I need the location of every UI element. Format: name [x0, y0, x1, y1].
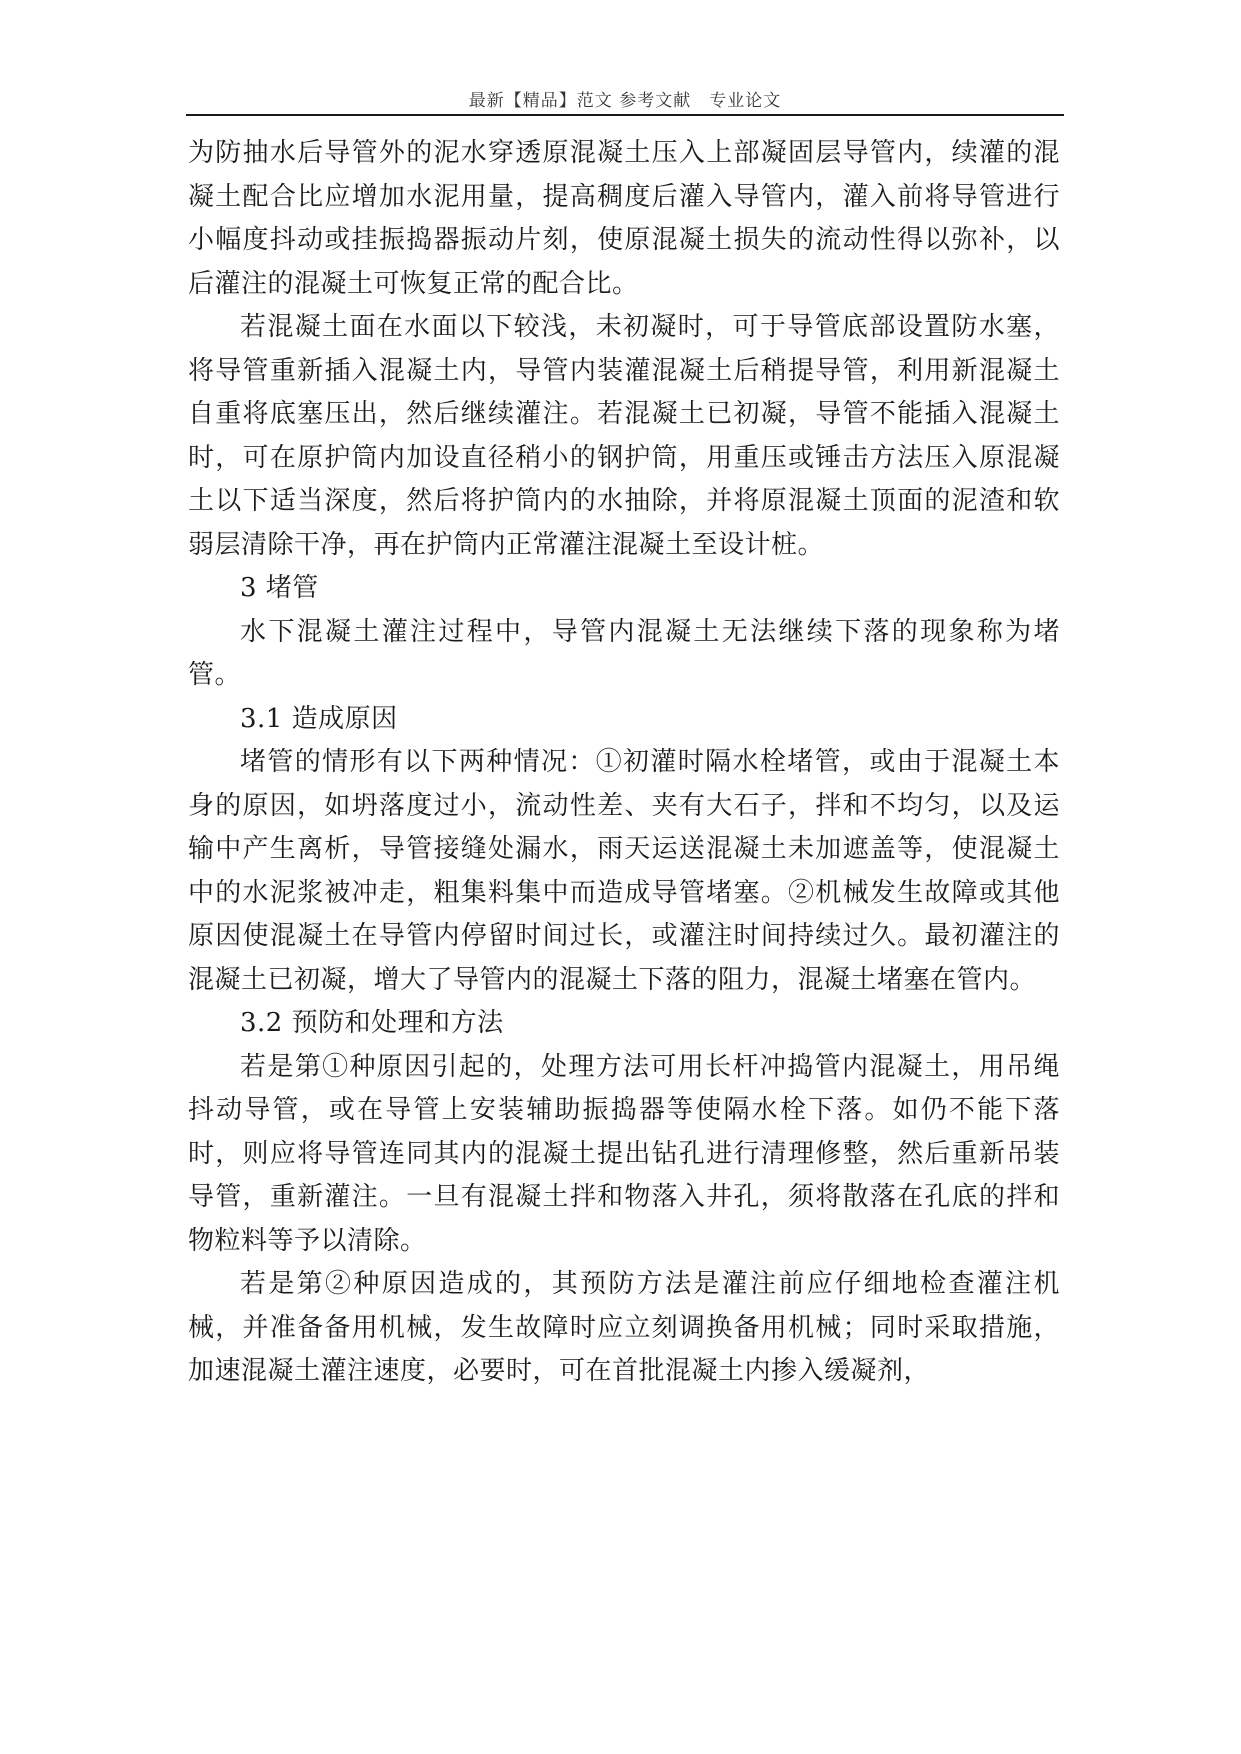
paragraph-definition: 水下混凝土灌注过程中，导管内混凝土无法继续下落的现象称为堵管。: [188, 616, 1060, 690]
page-header: 最新【精品】范文 参考文献 专业论文: [468, 91, 782, 111]
paragraph-remedy-shallow: 若混凝土面在水面以下较浅，未初凝时，可于导管底部设置防水塞，将导管重新插入混凝土内，导管内装灌混凝土后稍提导管，利用新混凝土自重将底塞压出，然后继续灌注。若混凝土已初凝，导管不能插入混凝土时，可在原护筒内加设直径稍小的钢护筒，用重压或锤击方法压入原混凝土以下适当深度，然后将护筒内的水抽除，并将原混凝土顶面的泥渣和软弱层清除干净，再在护筒内正常灌注混凝土至设计桩。: [188, 312, 1060, 560]
header-rule: [186, 114, 1064, 116]
paragraph-continuation: 为防抽水后导管外的泥水穿透原混凝土压入上部凝固层导管内，续灌的混凝土配合比应增加水泥用量，提高稠度后灌入导管内，灌入前将导管进行小幅度抖动或挂振捣器振动片刻，使原混凝土损失的流动性得以弥补，以后灌注的混凝土可恢复正常的配合比。: [188, 138, 1060, 299]
section-heading-3: 3 堵管: [240, 573, 319, 603]
section-heading-3-1: 3.1 造成原因: [240, 703, 398, 734]
section-heading-3-2: 3.2 预防和处理和方法: [240, 1008, 504, 1038]
paragraph-causes: 堵管的情形有以下两种情况：①初灌时隔水栓堵管，或由于混凝土本身的原因，如坍落度过小，流动性差、夹有大石子，拌和不均匀，以及运输中产生离析，导管接缝处漏水，雨天运送混凝土未加遮盖等，使混凝土中的水泥浆被冲走，粗集料集中而造成导管堵塞。②机械发生故障或其他原因使混凝土在导管内停留时间过长，或灌注时间持续过久。最初灌注的混凝土已初凝，增大了导管内的混凝土下落的阻力，混凝土堵塞在管内。: [188, 747, 1060, 995]
paragraph-treatment-2: 若是第②种原因造成的，其预防方法是灌注前应仔细地检查灌注机械，并准备备用机械，发生故障时应立刻调换备用机械；同时采取措施，加速混凝土灌注速度，必要时，可在首批混凝土内掺入缓凝剂，: [188, 1269, 1060, 1386]
document-body: [188, 132, 1060, 1394]
paragraph-treatment-1: 若是第①种原因引起的，处理方法可用长杆冲捣管内混凝土，用吊绳抖动导管，或在导管上安装辅助振捣器等使隔水栓下落。如仍不能下落时，则应将导管连同其内的混凝土提出钻孔进行清理修整，然后重新吊装导管，重新灌注。一旦有混凝土拌和物落入井孔，须将散落在孔底的拌和物粒料等予以清除。: [188, 1051, 1060, 1256]
